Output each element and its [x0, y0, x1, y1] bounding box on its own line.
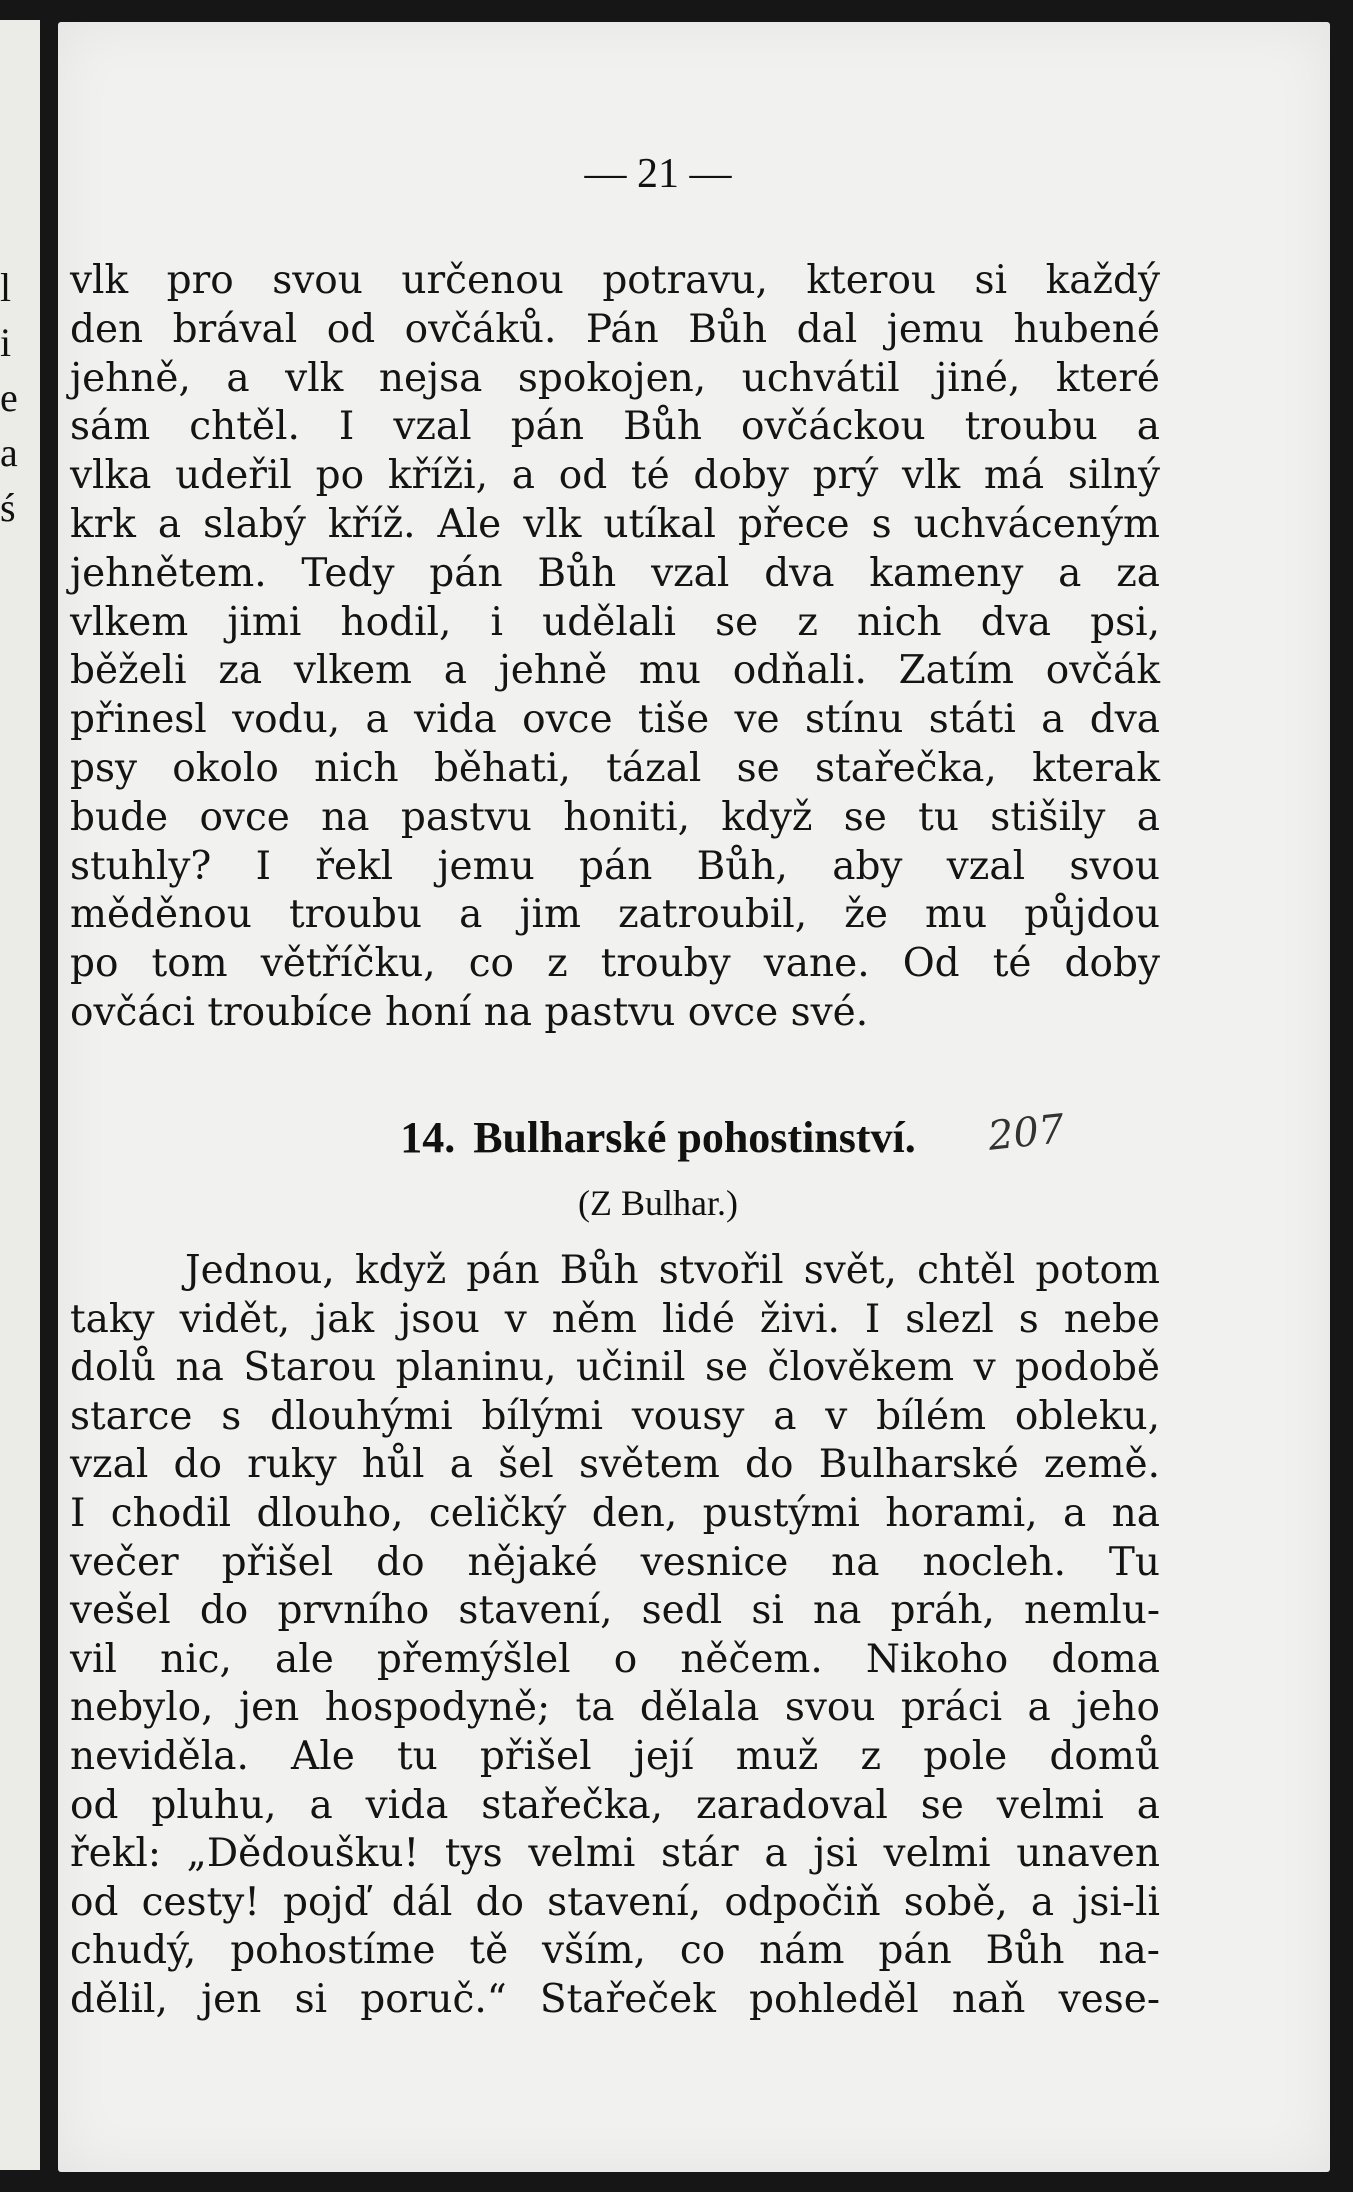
- text-line: taky vidět, jak jsou v něm lidé živi. I slezl s nebe: [70, 1296, 1160, 1342]
- text-line: vlka udeřil po kříži, a od té doby prý vlk má silný: [70, 453, 1160, 499]
- text-line: stuhly? I řekl jemu pán Bůh, aby vzal svou: [70, 843, 1160, 889]
- text-line: nebylo, jen hospodyně; ta dělala svou práci a jeho: [70, 1685, 1160, 1731]
- text-line: vešel do prvního stavení, sedl si na práh, nemlu-: [70, 1588, 1160, 1634]
- text-line: Jednou, když pán Bůh stvořil svět, chtěl potom: [185, 1248, 1160, 1293]
- chapter-title: Bulharské pohostinství.: [473, 1113, 916, 1162]
- edge-letters: [0, 260, 20, 535]
- text-line: vlk pro svou určenou potravu, kterou si každý: [70, 258, 1160, 303]
- handwritten-note: 207: [985, 1106, 1067, 1160]
- text-line: přinesl vodu, a vida ovce tiše ve stínu státi a dva: [70, 697, 1160, 743]
- text-line: od cesty! pojď dál do stavení, odpočiň sobě, a jsi-li: [70, 1879, 1160, 1925]
- text-line: neviděla. Ale tu přišel její muž z pole domů: [70, 1733, 1160, 1779]
- text-line: krk a slabý kříž. Ale vlk utíkal přece s uchváceným: [70, 501, 1160, 547]
- text-line: vil nic, ale přemýšlel o něčem. Nikoho doma: [70, 1636, 1160, 1682]
- text-line: vlkem jimi hodil, i udělali se z nich dva psi,: [70, 599, 1160, 645]
- text-line: chudý, pohostíme tě vším, co nám pán Bůh na-: [70, 1928, 1160, 1974]
- text-line: starce s dlouhými bílými vousy a v bílém obleku,: [70, 1393, 1160, 1439]
- story-continuation: [70, 257, 1160, 1038]
- story-body: [70, 1247, 1160, 2025]
- text-line: večer přišel do nějaké vesnice na nocleh. Tu: [70, 1539, 1160, 1585]
- book-page: [58, 22, 1330, 2172]
- text-line: měděnou troubu a jim zatroubil, že mu půjdou: [70, 892, 1160, 938]
- adjacent-page-edge: [0, 20, 40, 2170]
- edge-letter: i: [0, 320, 12, 365]
- text-line: ovčáci troubíce honí na pastvu ovce své.: [70, 989, 869, 1035]
- text-line: bude ovce na pastvu honiti, když se tu stišily a: [70, 794, 1160, 840]
- text-line: I chodil dlouho, celičký den, pustými horami, a na: [70, 1490, 1160, 1536]
- text-line: běželi za vlkem a jehně mu odňali. Zatím ovčák: [70, 648, 1160, 694]
- chapter-heading: [58, 1112, 1258, 1163]
- edge-letter: ś: [0, 485, 16, 530]
- page-number: — 21 —: [584, 151, 732, 197]
- text-line: vzal do ruky hůl a šel světem do Bulharské země.: [70, 1442, 1160, 1488]
- chapter-number: 14.: [400, 1113, 456, 1162]
- edge-letter: l: [0, 265, 12, 310]
- text-line: jehnětem. Tedy pán Bůh vzal dva kameny a za: [70, 550, 1160, 596]
- text-line: dolů na Starou planinu, učinil se člověkem v podobě: [70, 1345, 1160, 1391]
- text-line: řekl: „Dědoušku! tys velmi stár a jsi velmi unaven: [70, 1831, 1160, 1877]
- text-line: od pluhu, a vida stařečka, zaradoval se velmi a: [70, 1782, 1160, 1828]
- text-line: jehně, a vlk nejsa spokojen, uchvátil jiné, které: [70, 355, 1160, 401]
- chapter-subtitle: (Z Bulhar.): [578, 1183, 738, 1223]
- text-line: dělil, jen si poruč.“ Stařeček pohleděl naň vese-: [70, 1976, 1160, 2022]
- text-line: psy okolo nich běhati, tázal se stařečka, kterak: [70, 745, 1160, 791]
- text-line: den brával od ovčáků. Pán Bůh dal jemu hubené: [70, 306, 1160, 352]
- text-line: sám chtěl. I vzal pán Bůh ovčáckou troubu a: [70, 404, 1160, 450]
- text-line: po tom větříčku, co z trouby vane. Od té doby: [70, 941, 1160, 987]
- edge-letter: e: [0, 375, 18, 420]
- edge-letter: a: [0, 430, 18, 475]
